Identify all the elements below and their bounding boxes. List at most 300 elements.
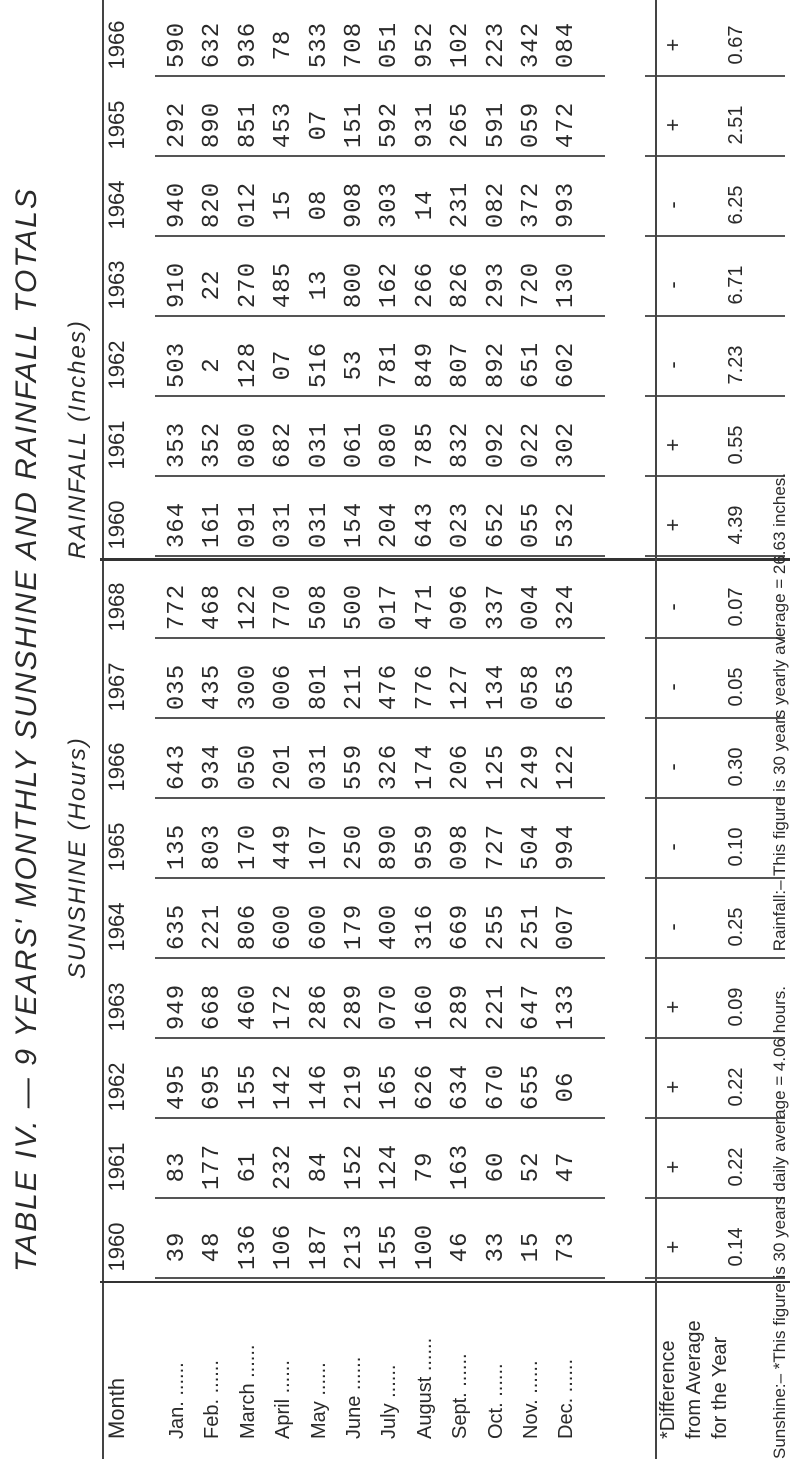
monthly-value: 626 — [411, 1063, 439, 1111]
month-label-column — [100, 1283, 800, 1459]
footnote-rainfall: Rainfall:– This figure is 30 years yearly average = 26.63 inches. — [770, 472, 789, 952]
monthly-value — [514, 0, 549, 1]
difference-sign: - — [660, 683, 685, 691]
monthly-value: 050 — [234, 743, 262, 791]
monthly-value: 204 — [376, 501, 404, 549]
sunshine-year-column — [100, 571, 800, 643]
monthly-value: 07 — [270, 349, 298, 381]
monthly-value: 485 — [270, 261, 298, 309]
monthly-value: 316 — [411, 903, 439, 951]
monthly-value: 471 — [411, 583, 439, 631]
monthly-value — [302, 0, 337, 1]
monthly-value: 635 — [164, 903, 191, 951]
monthly-values — [160, 0, 585, 1]
monthly-value: 265 — [447, 101, 475, 149]
monthly-value: 125 — [482, 743, 510, 791]
monthly-value: 53 — [340, 349, 368, 381]
monthly-value: 219 — [340, 1063, 368, 1111]
year-header — [104, 0, 130, 1]
difference-value: 6.25 — [725, 185, 747, 225]
rainfall-year-column — [100, 89, 800, 161]
monthly-value — [195, 0, 230, 1]
monthly-value: 353 — [164, 421, 191, 469]
monthly-value: 06 — [553, 1071, 581, 1103]
month-label: March ...... — [236, 1344, 259, 1439]
monthly-value: 004 — [517, 583, 545, 631]
subtitle-row — [58, 0, 104, 1459]
monthly-value — [160, 0, 195, 1]
monthly-value: 849 — [411, 341, 439, 389]
monthly-value: 051 — [376, 21, 404, 69]
monthly-value: 435 — [199, 663, 227, 711]
monthly-value: 146 — [305, 1063, 333, 1111]
monthly-value: 372 — [517, 181, 545, 229]
monthly-value: 174 — [411, 743, 439, 791]
difference-sign: - — [660, 603, 685, 611]
monthly-value: 801 — [305, 663, 333, 711]
month-label: Dec. ...... — [555, 1358, 578, 1439]
monthly-value: 890 — [199, 101, 227, 149]
monthly-value: 516 — [305, 341, 333, 389]
year-header: 1962 — [104, 340, 129, 390]
monthly-value: 33 — [482, 1231, 510, 1263]
monthly-value: 668 — [199, 983, 227, 1031]
difference-value: 0.09 — [725, 987, 747, 1027]
monthly-value: 059 — [517, 101, 545, 149]
monthly-value — [266, 0, 301, 1]
sunshine-heading: SUNSHINE (Hours) — [64, 736, 91, 979]
monthly-value: 342 — [517, 21, 545, 69]
monthly-value: 936 — [234, 21, 262, 69]
monthly-values — [160, 651, 585, 723]
monthly-value: 495 — [164, 1063, 191, 1111]
monthly-value: 940 — [164, 181, 191, 229]
monthly-values — [160, 1211, 585, 1283]
monthly-value: 100 — [411, 1223, 439, 1271]
difference-value: 0.22 — [725, 1147, 747, 1187]
monthly-value: 652 — [482, 501, 510, 549]
monthly-value: 162 — [376, 261, 404, 309]
monthly-value: 154 — [340, 501, 368, 549]
monthly-value: 07 — [305, 109, 333, 141]
monthly-value: 289 — [340, 983, 368, 1031]
monthly-value: 651 — [517, 341, 545, 389]
monthly-value: 130 — [553, 261, 581, 309]
month-label: August ...... — [413, 1337, 436, 1439]
monthly-value: 055 — [517, 501, 545, 549]
monthly-value: 017 — [376, 583, 404, 631]
difference-value: 0.07 — [725, 587, 747, 627]
rainfall-year-column — [100, 0, 800, 1]
monthly-values — [160, 891, 585, 963]
monthly-value: 820 — [199, 181, 227, 229]
monthly-values — [160, 89, 585, 161]
monthly-value: 302 — [553, 421, 581, 469]
difference-value: 0.10 — [725, 827, 747, 867]
monthly-value: 134 — [482, 663, 510, 711]
monthly-value: 600 — [305, 903, 333, 951]
monthly-value: 286 — [305, 983, 333, 1031]
monthly-value: 172 — [270, 983, 298, 1031]
monthly-values — [160, 489, 585, 561]
monthly-value: 22 — [199, 269, 227, 301]
monthly-value: 136 — [234, 1223, 262, 1271]
monthly-value: 007 — [553, 903, 581, 951]
monthly-value: 647 — [517, 983, 545, 1031]
monthly-value: 720 — [517, 261, 545, 309]
monthly-value: 807 — [447, 341, 475, 389]
monthly-value: 770 — [270, 583, 298, 631]
monthly-value: 012 — [234, 181, 262, 229]
monthly-value: 091 — [234, 501, 262, 549]
monthly-values — [160, 731, 585, 803]
difference-value: 0.14 — [725, 1227, 747, 1267]
monthly-value: 949 — [164, 983, 191, 1031]
monthly-value: 532 — [553, 501, 581, 549]
monthly-value: 83 — [164, 1151, 191, 1183]
monthly-value: 504 — [517, 823, 545, 871]
difference-value: 0.67 — [725, 25, 747, 65]
monthly-value: 084 — [553, 21, 581, 69]
sunshine-year-column — [100, 891, 800, 963]
monthly-value — [479, 0, 514, 1]
difference-sign: - — [660, 281, 685, 289]
monthly-value: 508 — [305, 583, 333, 631]
monthly-value: 695 — [199, 1063, 227, 1111]
monthly-value: 122 — [553, 743, 581, 791]
difference-value: 6.71 — [725, 265, 747, 305]
year-header: 1960 — [104, 1222, 129, 1272]
monthly-value: 632 — [199, 21, 227, 69]
sunshine-year-column — [100, 1051, 800, 1123]
monthly-value: 135 — [164, 823, 191, 871]
difference-value: 4.39 — [725, 505, 747, 545]
monthly-value: 772 — [164, 583, 191, 631]
monthly-value: 78 — [270, 29, 298, 61]
monthly-value: 653 — [553, 663, 581, 711]
monthly-value: 031 — [305, 501, 333, 549]
monthly-value — [443, 0, 478, 1]
month-label: July ...... — [378, 1364, 401, 1439]
sunshine-panel — [100, 561, 800, 1283]
year-header: 1965 — [104, 822, 129, 872]
monthly-value: 179 — [340, 903, 368, 951]
monthly-value: 080 — [234, 421, 262, 469]
monthly-values — [160, 169, 585, 241]
monthly-value: 803 — [199, 823, 227, 871]
month-label: May ...... — [307, 1362, 330, 1439]
monthly-value: 785 — [411, 421, 439, 469]
monthly-value: 151 — [340, 101, 368, 149]
monthly-value: 165 — [376, 1063, 404, 1111]
monthly-value: 559 — [340, 743, 368, 791]
monthly-value: 851 — [234, 101, 262, 149]
monthly-value: 655 — [517, 1063, 545, 1111]
monthly-value: 133 — [553, 983, 581, 1031]
difference-sign: + — [660, 1240, 685, 1254]
monthly-value: 468 — [199, 583, 227, 631]
difference-sign: + — [660, 1080, 685, 1094]
difference-sign: - — [660, 843, 685, 851]
difference-label-line: *Difference — [657, 1340, 679, 1439]
sunshine-year-column — [100, 1211, 800, 1283]
monthly-value: 15 — [517, 1231, 545, 1263]
monthly-value: 73 — [553, 1231, 581, 1263]
difference-sign: + — [660, 38, 685, 52]
monthly-values — [160, 1131, 585, 1203]
monthly-value: 776 — [411, 663, 439, 711]
monthly-value: 058 — [517, 663, 545, 711]
monthly-value: 096 — [447, 583, 475, 631]
footnote-sunshine: Sunshine:– *This figure is 30 years daily average = 4.06 hours. — [770, 986, 789, 1459]
monthly-value: 994 — [553, 823, 581, 871]
monthly-values — [160, 811, 585, 883]
monthly-value: 211 — [340, 663, 368, 711]
monthly-value — [408, 0, 443, 1]
difference-value: 0.30 — [725, 747, 747, 787]
monthly-value: 206 — [447, 743, 475, 791]
monthly-value: 232 — [270, 1143, 298, 1191]
year-header: 1964 — [104, 180, 129, 230]
table-title: TABLE IV. — 9 YEARS' MONTHLY SUNSHINE AND RAINFALL TOTALS — [10, 187, 43, 1273]
monthly-value: 39 — [164, 1231, 191, 1263]
difference-value — [725, 0, 748, 1]
monthly-value: 52 — [517, 1151, 545, 1183]
year-header: 1963 — [104, 982, 129, 1032]
year-header: 1961 — [104, 420, 129, 470]
monthly-value: 503 — [164, 341, 191, 389]
monthly-value: 061 — [340, 421, 368, 469]
difference-sign: - — [660, 923, 685, 931]
difference-value: 0.25 — [725, 907, 747, 947]
monthly-value: 022 — [517, 421, 545, 469]
month-list — [160, 1338, 585, 1439]
monthly-value: 270 — [234, 261, 262, 309]
rainfall-heading: RAINFALL (Inches) — [64, 319, 91, 559]
monthly-value: 201 — [270, 743, 298, 791]
year-header: 1963 — [104, 260, 129, 310]
monthly-value: 092 — [482, 421, 510, 469]
monthly-value: 602 — [553, 341, 581, 389]
monthly-value: 124 — [376, 1143, 404, 1191]
difference-value: 7.23 — [725, 345, 747, 385]
monthly-value: 221 — [482, 983, 510, 1031]
monthly-value: 533 — [305, 21, 333, 69]
difference-sign: + — [660, 438, 685, 452]
difference-sign: + — [660, 1160, 685, 1174]
monthly-value: 592 — [376, 101, 404, 149]
monthly-value: 826 — [447, 261, 475, 309]
monthly-value: 102 — [447, 21, 475, 69]
monthly-value: 781 — [376, 341, 404, 389]
difference-sign: + — [660, 518, 685, 532]
monthly-value: 2 — [199, 357, 227, 373]
monthly-value: 643 — [411, 501, 439, 549]
monthly-value: 993 — [553, 181, 581, 229]
monthly-value: 15 — [270, 189, 298, 221]
sunshine-year-column — [100, 1131, 800, 1203]
monthly-value: 035 — [164, 663, 191, 711]
difference-value: 0.55 — [725, 425, 747, 465]
monthly-value: 590 — [164, 21, 191, 69]
monthly-value: 500 — [340, 583, 368, 631]
monthly-value: 364 — [164, 501, 191, 549]
monthly-value: 006 — [270, 663, 298, 711]
footnote — [770, 0, 790, 1459]
month-label: Oct. ...... — [484, 1363, 507, 1439]
monthly-value: 934 — [199, 743, 227, 791]
rainfall-year-column — [100, 489, 800, 561]
monthly-values — [160, 329, 585, 401]
monthly-value: 400 — [376, 903, 404, 951]
year-header: 1966 — [104, 742, 129, 792]
monthly-value: 106 — [270, 1223, 298, 1271]
sunshine-year-column — [100, 731, 800, 803]
year-header: 1964 — [104, 902, 129, 952]
monthly-value: 326 — [376, 743, 404, 791]
monthly-value: 832 — [447, 421, 475, 469]
monthly-value: 080 — [376, 421, 404, 469]
rainfall-year-column — [100, 409, 800, 481]
monthly-value: 910 — [164, 261, 191, 309]
month-label: April ...... — [272, 1360, 295, 1439]
monthly-value — [372, 0, 407, 1]
monthly-value: 727 — [482, 823, 510, 871]
monthly-value: 098 — [447, 823, 475, 871]
monthly-value: 449 — [270, 823, 298, 871]
monthly-value: 170 — [234, 823, 262, 871]
monthly-value: 890 — [376, 823, 404, 871]
monthly-value: 682 — [270, 421, 298, 469]
monthly-value: 250 — [340, 823, 368, 871]
difference-sign: - — [660, 763, 685, 771]
monthly-value: 643 — [164, 743, 191, 791]
monthly-value: 031 — [305, 421, 333, 469]
monthly-value: 293 — [482, 261, 510, 309]
monthly-value: 591 — [482, 101, 510, 149]
monthly-value: 221 — [199, 903, 227, 951]
sunshine-year-column — [100, 811, 800, 883]
monthly-value: 163 — [447, 1143, 475, 1191]
difference-value: 2.51 — [725, 105, 747, 145]
difference-label-line: for the Year — [709, 1336, 731, 1439]
monthly-value: 472 — [553, 101, 581, 149]
monthly-value: 300 — [234, 663, 262, 711]
monthly-value: 337 — [482, 583, 510, 631]
monthly-value: 187 — [305, 1223, 333, 1271]
monthly-value: 60 — [482, 1151, 510, 1183]
month-label: Nov. ...... — [519, 1360, 542, 1439]
monthly-value: 79 — [411, 1151, 439, 1183]
monthly-value: 070 — [376, 983, 404, 1031]
monthly-value: 107 — [305, 823, 333, 871]
monthly-value: 152 — [340, 1143, 368, 1191]
year-header: 1967 — [104, 662, 129, 712]
month-label: June ...... — [342, 1356, 365, 1439]
monthly-value: 670 — [482, 1063, 510, 1111]
monthly-value: 324 — [553, 583, 581, 631]
monthly-values — [160, 9, 585, 81]
difference-sign: + — [660, 118, 685, 132]
rainfall-panel — [100, 0, 800, 561]
monthly-value: 453 — [270, 101, 298, 149]
monthly-value: 14 — [411, 189, 439, 221]
month-label: Sept. ...... — [449, 1353, 472, 1439]
monthly-value: 908 — [340, 181, 368, 229]
difference-sign: + — [660, 1000, 685, 1014]
monthly-value: 600 — [270, 903, 298, 951]
monthly-value: 84 — [305, 1151, 333, 1183]
month-label: Feb. ...... — [201, 1360, 224, 1439]
monthly-value: 806 — [234, 903, 262, 951]
year-header: 1962 — [104, 1062, 129, 1112]
year-header: 1966 — [104, 20, 129, 70]
monthly-value: 266 — [411, 261, 439, 309]
monthly-value: 031 — [305, 743, 333, 791]
difference-sign: - — [660, 201, 685, 209]
monthly-value: 669 — [447, 903, 475, 951]
monthly-value: 155 — [376, 1223, 404, 1271]
sunshine-year-column — [100, 971, 800, 1043]
monthly-value: 231 — [447, 181, 475, 229]
monthly-value: 255 — [482, 903, 510, 951]
monthly-value: 13 — [305, 269, 333, 301]
monthly-value: 128 — [234, 341, 262, 389]
monthly-values — [160, 971, 585, 1043]
monthly-value: 460 — [234, 983, 262, 1031]
monthly-value: 223 — [482, 21, 510, 69]
monthly-value: 46 — [447, 1231, 475, 1263]
sunshine-year-column — [100, 651, 800, 723]
difference-rule — [655, 0, 657, 1459]
monthly-value: 292 — [164, 101, 191, 149]
year-header: 1961 — [104, 1142, 129, 1192]
month-label: Jan. ...... — [166, 1362, 188, 1439]
monthly-value: 031 — [270, 501, 298, 549]
difference-label — [655, 1320, 733, 1439]
monthly-value: 634 — [447, 1063, 475, 1111]
difference-label-line: from Average — [683, 1320, 705, 1439]
monthly-value — [337, 0, 372, 1]
rainfall-year-column — [100, 249, 800, 321]
monthly-value: 142 — [270, 1063, 298, 1111]
monthly-value: 931 — [411, 101, 439, 149]
monthly-value: 08 — [305, 189, 333, 221]
difference-value: 0.05 — [725, 667, 747, 707]
month-column-header: Month — [104, 1377, 129, 1439]
monthly-value: 800 — [340, 261, 368, 309]
monthly-values — [160, 409, 585, 481]
monthly-value: 352 — [199, 421, 227, 469]
monthly-values — [160, 1051, 585, 1123]
monthly-values — [160, 249, 585, 321]
monthly-value: 251 — [517, 903, 545, 951]
rainfall-year-column — [100, 169, 800, 241]
monthly-value: 249 — [517, 743, 545, 791]
monthly-value: 708 — [340, 21, 368, 69]
monthly-value: 48 — [199, 1231, 227, 1263]
monthly-value: 61 — [234, 1151, 262, 1183]
difference-sign: - — [660, 361, 685, 369]
monthly-value: 303 — [376, 181, 404, 229]
monthly-value: 023 — [447, 501, 475, 549]
monthly-value: 155 — [234, 1063, 262, 1111]
rainfall-year-column — [100, 329, 800, 401]
year-header: 1965 — [104, 100, 129, 150]
difference-value: 0.22 — [725, 1067, 747, 1107]
monthly-value: 289 — [447, 983, 475, 1031]
difference-sign — [660, 0, 686, 1]
